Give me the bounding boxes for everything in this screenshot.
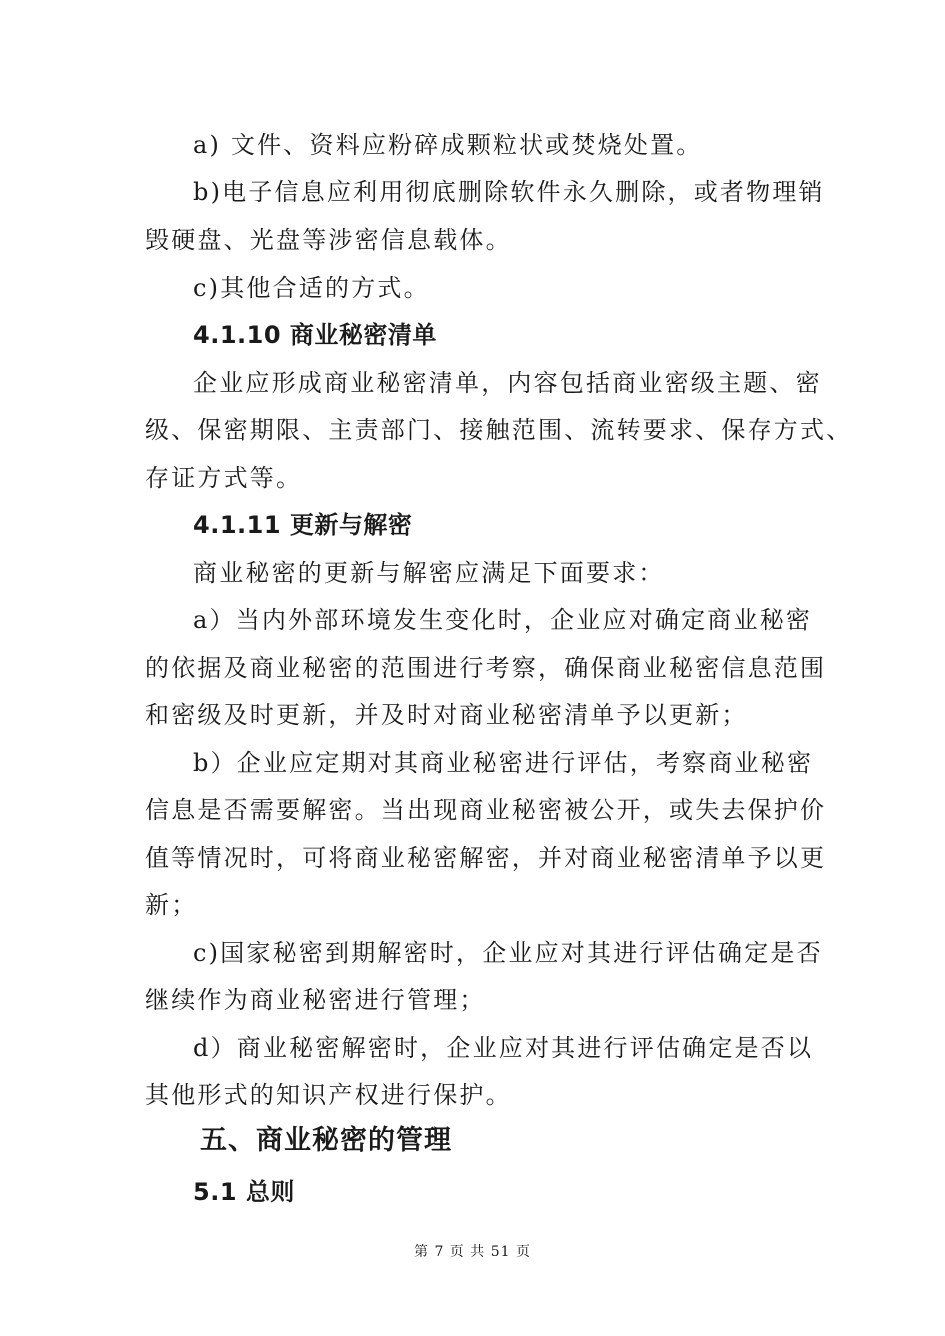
section-heading-4-1-11: 4.1.11 更新与解密 xyxy=(193,511,413,539)
paragraph-line: b)电子信息应利用彻底删除软件永久删除，或者物理销 xyxy=(193,178,825,206)
paragraph-line: 存证方式等。 xyxy=(145,464,303,492)
paragraph-line: c)其他合适的方式。 xyxy=(193,274,430,302)
section-heading-4-1-10: 4.1.10 商业秘密清单 xyxy=(193,321,437,349)
paragraph-line: 继续作为商业秘密进行管理； xyxy=(145,986,486,1014)
paragraph-line: c)国家秘密到期解密时，企业应对其进行评估确定是否 xyxy=(193,939,823,967)
paragraph-line: b）企业应定期对其商业秘密进行评估，考察商业秘密 xyxy=(193,749,814,777)
paragraph-line: 和密级及时更新，并及时对商业秘密清单予以更新； xyxy=(145,701,748,729)
chapter-heading-5: 五、商业秘密的管理 xyxy=(200,1125,452,1156)
paragraph-line: a) 文件、资料应粉碎成颗粒状或焚烧处置。 xyxy=(193,131,703,159)
paragraph-line: 企业应形成商业秘密清单，内容包括商业密级主题、密 xyxy=(193,369,822,397)
paragraph-line: d）商业秘密解密时，企业应对其进行评估确定是否以 xyxy=(193,1034,814,1062)
paragraph-line: 值等情况时，可将商业秘密解密，并对商业秘密清单予以更 xyxy=(145,844,827,872)
paragraph-line: 其他形式的知识产权进行保护。 xyxy=(145,1081,512,1109)
paragraph-line: 信息是否需要解密。当出现商业秘密被公开，或失去保护价 xyxy=(145,796,827,824)
paragraph-line: 毁硬盘、光盘等涉密信息载体。 xyxy=(145,226,512,254)
paragraph-line: 新； xyxy=(145,891,198,919)
page-number-footer: 第 7 页 共 51 页 xyxy=(414,1244,531,1260)
paragraph-line: 商业秘密的更新与解密应满足下面要求： xyxy=(193,559,665,587)
paragraph-line: 级、保密期限、主责部门、接触范围、流转要求、保存方式、 xyxy=(145,416,853,444)
section-heading-5-1: 5.1 总则 xyxy=(193,1178,295,1206)
paragraph-line: 的依据及商业秘密的范围进行考察，确保商业秘密信息范围 xyxy=(145,654,827,682)
paragraph-line: a）当内外部环境发生变化时，企业应对确定商业秘密 xyxy=(193,606,813,634)
